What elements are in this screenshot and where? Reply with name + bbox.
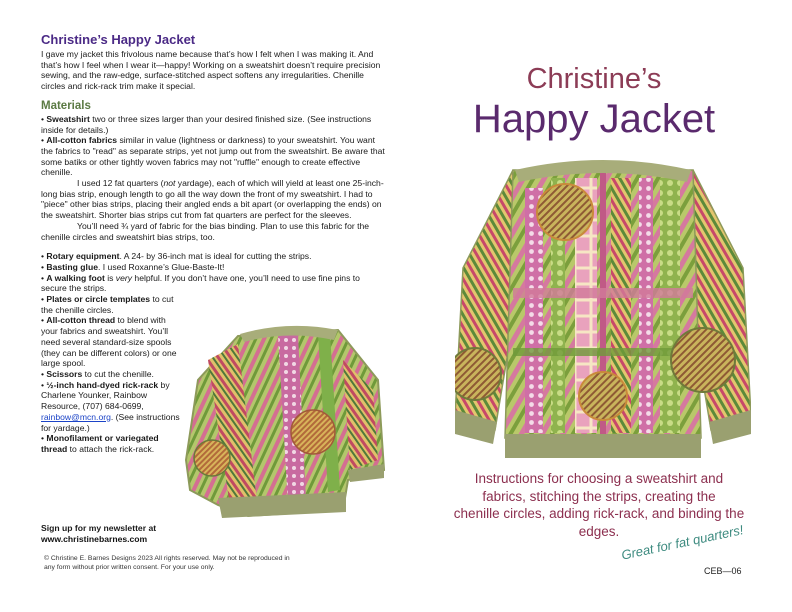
- list-item: • ½-inch hand-dyed rick-rack by Charlene Younker, Rainbow Resource, (707) 684-0699, rainbow@mcn.org. (See instructions for yardage.): [41, 379, 180, 433]
- fat-quarters-paragraph: I used 12 fat quarters (not yardage), each of which will yield at least one 25-inch-long bias strip, enough length to go all the way down the front of my sweatshirt. I had to "piece" other bias strips, placing their angled ends a bit apart (or overlapping the ends) on the sweatshirt. Shorter bias strips cut from fat quarters are perfect for the sleeves.: [41, 178, 384, 221]
- tagline: Great for fat quarters!: [620, 522, 745, 563]
- list-item: • All-cotton thread to blend with your fabrics and sweatshirt. You’ll need several standard-size spools (they can be different colors) or one large spool.: [41, 315, 177, 369]
- list-item: • Plates or circle templates to cut the chenille circles.: [41, 294, 174, 315]
- newsletter-signup: Sign up for my newsletter at www.christinebarnes.com: [41, 523, 157, 544]
- list-item: • Rotary equipment. A 24- by 36-inch mat is ideal for cutting the strips.: [41, 251, 312, 262]
- jacket-side-photo: [178, 320, 386, 520]
- list-item: • All-cotton fabrics similar in value (lightness or darkness) to your sweatshirt. You want the fabrics to "read" as separate strips, yet not jump out from the sweatshirt. Be aware that some batiks or other tightly woven fabrics may not "ruffle" enough to create effective chenille.: [41, 135, 385, 178]
- cover-title-line1: Christine’s: [526, 63, 662, 95]
- list-item: • Monofilament or variegated thread to attach the rick-rack.: [41, 433, 159, 454]
- cover-description: Instructions for choosing a sweatshirt and fabrics, stitching the strips, creating the chenille circles, adding rick-rack, and binding the edges.: [453, 471, 745, 539]
- copyright-notice: © Christine E. Barnes Designs 2023 All rights reserved. May not be reproduced in any form without prior written consent. For your use only.: [44, 555, 290, 571]
- list-item: • A walking foot is very helpful. If you don’t have one, you’ll need to use fine pins to secure the strips.: [41, 272, 360, 294]
- jacket-front-photo: [455, 148, 751, 464]
- list-item: • Sweatshirt two or three sizes larger than your desired finished size. (See instructions inside for details.): [41, 113, 372, 135]
- list-item: • Scissors to cut the chenille.: [41, 368, 154, 379]
- pattern-code: CEB—06: [704, 566, 742, 576]
- email-link[interactable]: rainbow@mcn.org: [41, 411, 111, 422]
- materials-heading: Materials: [41, 99, 91, 112]
- binding-paragraph: You’ll need ¾ yard of fabric for the bias binding. Plan to use this fabric for the chenille circles and sweatshirt bias strips, too.: [41, 220, 370, 242]
- intro-paragraph: I gave my jacket this frivolous name because that’s how I felt when I was making it. And that’s how I feel when I wear it—happy! Working on a sweatshirt doesn’t require precision sewing, and the raw-edge, surface-stitched aspect softens any irregularities. Chenille circles and rick-rack trim make it special.: [41, 49, 381, 92]
- left-title: Christine’s Happy Jacket: [41, 32, 196, 47]
- website-link[interactable]: www.christinebarnes.com: [41, 533, 148, 544]
- cover-title-line2: Happy Jacket: [472, 97, 716, 141]
- list-item: • Basting glue. I used Roxanne’s Glue-Baste-It!: [41, 261, 225, 272]
